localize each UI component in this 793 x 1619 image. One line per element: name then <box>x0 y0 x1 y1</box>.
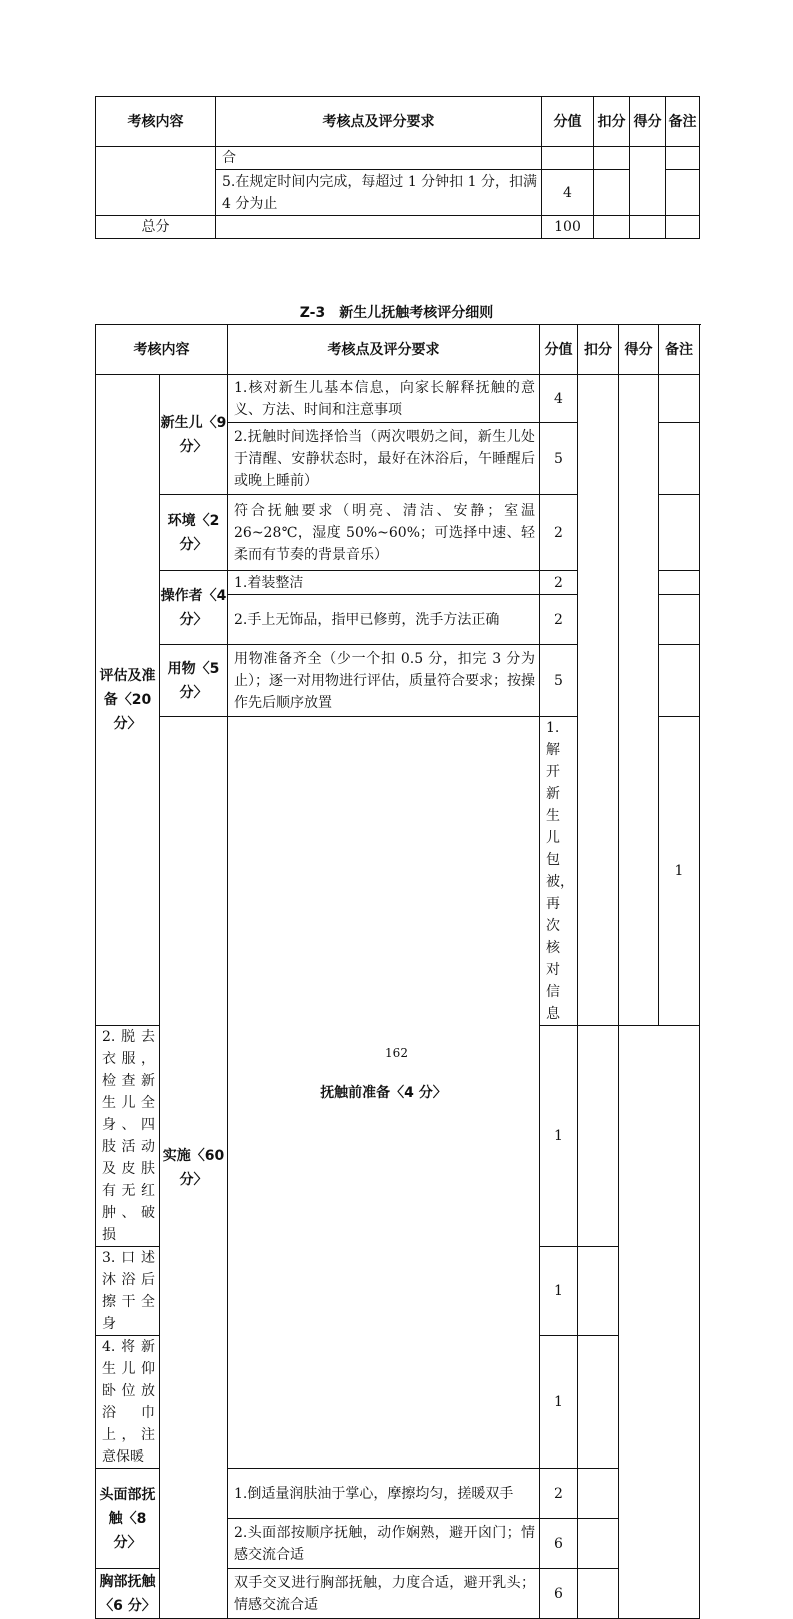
header-content: 考核内容 <box>96 97 216 147</box>
group-label: 头面部抚触〈8 分〉 <box>96 1469 160 1569</box>
group-label: 抚触前准备〈4 分〉 <box>228 717 540 1469</box>
requirement-text: 用物准备齐全（少一个扣 0.5 分，扣完 3 分为止）；逐一对用物进行评估，质量符合要求；按操作先后顺序放置 <box>228 645 540 717</box>
content-cell-empty <box>96 147 216 216</box>
group-label: 环境〈2 分〉 <box>160 495 228 571</box>
note-cell <box>659 645 700 717</box>
score-table-continued <box>95 96 700 239</box>
group-label: 操作者〈4 分〉 <box>160 571 228 645</box>
requirement-text: 2.抚触时间选择恰当（两次喂奶之间，新生儿处于清醒、安静状态时，最好在沐浴后，午睡醒后或晚上睡前） <box>228 423 540 495</box>
requirement-text: 2.脱去衣服，检查新生儿全身、四肢活动及皮肤有无红肿、破损 <box>96 1026 160 1247</box>
requirement-text: 合 <box>216 147 542 170</box>
requirement-text: 5.在规定时间内完成，每超过 1 分钟扣 1 分，扣满 4 分为止 <box>216 170 542 216</box>
section-label: 实施〈60分〉 <box>160 717 228 1619</box>
deduct-cell <box>594 147 630 170</box>
score-value: 1 <box>659 717 700 1026</box>
got-cell <box>630 147 666 216</box>
score-value: 4 <box>540 375 578 423</box>
note-cell <box>666 216 700 239</box>
note-cell <box>659 423 700 495</box>
score-value: 2 <box>540 571 578 595</box>
score-value: 5 <box>540 423 578 495</box>
table-title: Z-3 新生儿抚触考核评分细则 <box>299 305 494 321</box>
requirement-text: 2.手上无饰品，指甲已修剪，洗手方法正确 <box>228 595 540 645</box>
deduct-cell <box>578 375 619 1026</box>
note-cell <box>578 1336 619 1469</box>
got-cell <box>619 375 659 1026</box>
requirement-text: 符合抚触要求（明亮、清洁、安静；室温26~28℃，湿度 50%~60%；可选择中速、轻柔而有节奏的背景音乐） <box>228 495 540 571</box>
note-cell <box>659 571 700 595</box>
total-label: 总分 <box>96 216 216 239</box>
score-value: 1 <box>540 1026 578 1247</box>
note-cell <box>578 1247 619 1336</box>
score-value: 2 <box>540 495 578 571</box>
note-cell <box>666 147 700 170</box>
header-score: 分值 <box>542 97 594 147</box>
requirement-text: 2.头面部按顺序抚触，动作娴熟，避开囟门；情感交流合适 <box>228 1519 540 1569</box>
deduct-cell <box>594 216 630 239</box>
header-points: 考核点及评分要求 <box>228 325 540 375</box>
header-note: 备注 <box>666 97 700 147</box>
score-value <box>542 147 594 170</box>
header-got: 得分 <box>619 325 659 375</box>
requirement-text: 1.核对新生儿基本信息，向家长解释抚触的意义、方法、时间和注意事项 <box>228 375 540 423</box>
requirement-text: 1.倒适量润肤油于掌心，摩擦均匀，搓暖双手 <box>228 1469 540 1519</box>
score-value: 1 <box>540 1247 578 1336</box>
score-value: 5 <box>540 645 578 717</box>
header-content: 考核内容 <box>96 325 228 375</box>
score-value: 4 <box>542 170 594 216</box>
total-empty <box>216 216 542 239</box>
page-number: 162 <box>385 1046 408 1060</box>
requirement-text: 1.着装整洁 <box>228 571 540 595</box>
requirement-text: 4.将新生儿仰卧位放浴巾上，注意保暖 <box>96 1336 160 1469</box>
score-value: 6 <box>540 1519 578 1569</box>
section-label: 评估及准备〈20分〉 <box>96 375 160 1026</box>
note-cell <box>659 595 700 645</box>
note-cell <box>578 1569 619 1619</box>
note-cell <box>659 495 700 571</box>
requirement-text: 双手交叉进行胸部抚触，力度合适，避开乳头；情感交流合适 <box>228 1569 540 1619</box>
score-value: 6 <box>540 1569 578 1619</box>
note-cell <box>659 375 700 423</box>
got-cell <box>630 216 666 239</box>
total-score: 100 <box>542 216 594 239</box>
group-label: 胸部抚触〈6 分〉 <box>96 1569 160 1619</box>
header-score: 分值 <box>540 325 578 375</box>
note-cell <box>666 170 700 216</box>
group-label: 用物〈5 分〉 <box>160 645 228 717</box>
header-note: 备注 <box>659 325 700 375</box>
score-value: 2 <box>540 1469 578 1519</box>
note-cell <box>578 1519 619 1569</box>
requirement-text: 3.口述沐浴后擦干全身 <box>96 1247 160 1336</box>
score-value: 1 <box>540 1336 578 1469</box>
score-table-z3 <box>95 324 700 1619</box>
header-deduct: 扣分 <box>578 325 619 375</box>
header-points: 考核点及评分要求 <box>216 97 542 147</box>
header-got: 得分 <box>630 97 666 147</box>
deduct-cell <box>594 170 630 216</box>
requirement-text: 1.解开新生儿包被，再次核对信息 <box>540 717 578 1026</box>
score-value: 2 <box>540 595 578 645</box>
group-label: 新生儿〈9 分〉 <box>160 375 228 495</box>
note-cell <box>578 1469 619 1519</box>
header-deduct: 扣分 <box>594 97 630 147</box>
